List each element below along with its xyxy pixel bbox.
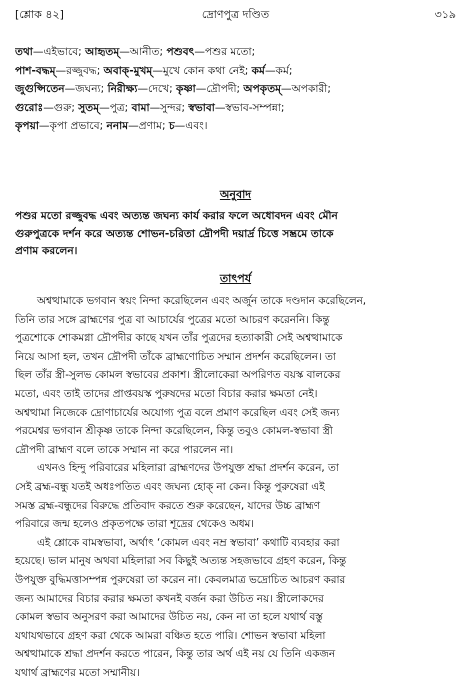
translation-heading: অনুবাদ <box>219 188 252 201</box>
purport-line <box>15 608 456 627</box>
synonym-meaning: —কর্ম; <box>264 64 293 77</box>
translation-text <box>15 208 456 261</box>
synonym-meaning: —স্বভাব-সম্পন্না; <box>214 101 285 114</box>
synonym-meaning: —পুত্র; <box>99 101 132 114</box>
translation-line: প্রণাম করলেন। <box>15 245 78 257</box>
synonym-word: স্বভাবা <box>188 101 215 114</box>
purport-line <box>15 590 456 609</box>
synonym-word: কৃষ্ণা <box>176 83 196 96</box>
purport-line-text: উপযুক্ত বুদ্ধিমত্তাসম্পন্ন পুরুষেরা তা করেন না। কেবলমাত্র ভদ্রোচিত আচরণ করার <box>15 573 346 586</box>
synonym-word: পশুবৎ <box>166 46 195 58</box>
synonym-line <box>15 43 456 62</box>
translation-line: পশুর মতো রজ্জুবদ্ধ এবং অত্যন্ত জঘন্য কার্য করার ফলে অধোবদন এবং মৌন <box>15 210 338 222</box>
purport-line-text: জন্য আমাদের বিচার করার ক্ষমতা কখনই বর্জন করা উচিত নয়। স্ত্রীলোকদের <box>15 592 324 605</box>
purport-line <box>15 497 456 516</box>
purport-line-text: নিয়ে আসা হল, তখন দ্রৌপদী তাঁকে ব্রাহ্মণোচিত সম্মান প্রদর্শন করেছিলেন। তা <box>15 350 336 363</box>
synonym-meaning: —পশুর মতো; <box>194 46 256 58</box>
purport-line <box>15 664 456 683</box>
chapter-title: দ্রোণপুত্র দণ্ডিত <box>201 8 270 21</box>
synonym-word: সুতম্ <box>78 101 100 114</box>
synonym-word: অপকৃতম্ <box>243 83 282 96</box>
synonym-meaning: —প্রণাম; <box>128 120 169 133</box>
purport-line-text: হয়েছে। ভাল মানুষ অথবা মহিলারা সব কিছুই অত্যন্ত সহজভাবে গ্রহণ করেন, কিন্তু <box>15 555 347 568</box>
synonym-word: পাশ-বদ্ধম্ <box>15 64 56 77</box>
purport-line-text: কোমল স্বভাব অনুসরণ করা আমাদের উচিত নয়, কেন না তা হলে যথার্থ বস্তু <box>15 611 323 624</box>
purport-line <box>15 459 456 478</box>
word-synonyms <box>15 43 456 136</box>
synonym-line <box>15 80 456 99</box>
page-header <box>15 7 456 23</box>
purport-line-text: অশ্বত্থামা নিজেকে দ্রোণাচার্যের অযোগ্য পুত্র বলে প্রমাণ করেছিল এবং সেই জন্য <box>15 406 340 419</box>
purport-line <box>15 404 456 423</box>
purport-line-text: যথার্থ ব্রাহ্মণের মতো সম্মানীয়। <box>15 666 140 679</box>
purport-line-text: অশ্বত্থামাকে শ্রদ্ধা প্রদর্শন করতে পারেন, কিন্তু তার অর্থ এই নয় যে তিনি একজন <box>15 648 336 661</box>
synonym-meaning: —এবং। <box>174 120 208 133</box>
synonym-line <box>15 117 456 136</box>
purport-line-text: মতো, এবং তাই তাদের প্রাপ্তবয়স্ক পুরুষদের মতো বিচার করার ক্ষমতা নেই। <box>15 387 318 400</box>
synonym-meaning: —গুরু; <box>43 101 79 114</box>
synonym-word: নিরীক্ষ্য <box>107 83 138 96</box>
synonym-meaning: —দেখে; <box>137 83 177 96</box>
page-number: ৩১৯ <box>434 8 456 21</box>
purport-line <box>15 627 456 646</box>
synonym-line <box>15 99 456 118</box>
synonym-meaning: —অপকারী; <box>281 83 331 96</box>
synonym-meaning: —কৃপা প্রভাবে; <box>38 120 107 133</box>
purport-line <box>15 366 456 385</box>
purport-line <box>15 329 456 348</box>
synonym-meaning: —মুখে কোন কথা নেই; <box>152 64 252 77</box>
purport-line <box>15 385 456 404</box>
synonym-word: ননাম <box>106 120 129 133</box>
purport-line-text: পরিবারে জন্ম হলেও প্রকৃতপক্ষে তারা শূদ্রের থেকেও অধম। <box>15 518 255 531</box>
purport-line-text: পরমেশ্বর ভগবান শ্রীকৃষ্ণ তাকে নিন্দা করেছিলেন, কিন্তু তবুও কোমল-স্বভাবা স্ত্রী <box>15 425 333 438</box>
purport-line <box>15 441 456 460</box>
synonym-meaning: —দ্রৌপদী; <box>195 83 244 96</box>
purport-line <box>15 348 456 367</box>
purport-line <box>15 292 456 311</box>
synonym-meaning: —এইভাবে; <box>32 46 86 58</box>
purport-line-text: অশ্বত্থামাকে ভগবান স্বয়ং নিন্দা করেছিলেন এবং অর্জুন তাকে দণ্ডদান করেছিলেন, <box>37 295 367 307</box>
synonym-word: কৃপয়া <box>15 120 39 133</box>
translation-line: গুরুপুত্রকে দর্শন করে অত্যন্ত শোভন-চরিতা দ্রৌপদী দয়ার্দ্র চিত্তে সম্ভ্রমে তাকে <box>15 227 334 240</box>
purport-line-text: যথাযথভাবে গ্রহণ করা থেকে আমরা বঞ্চিত হতে পারি। শোভন স্বভাবা মহিলা <box>15 629 326 642</box>
synonym-word: আহৃতম্ <box>85 46 120 58</box>
synonym-word: কর্ম <box>251 64 265 77</box>
purport-line-text: পুত্রশোকে শোকমগ্না দ্রৌপদীর কাছে যখন তাঁর পুত্রদের হত্যাকারী সেই অশ্বত্থামাকে <box>15 332 343 345</box>
synonym-meaning: —জঘন্য; <box>64 83 108 96</box>
purport-line <box>15 552 456 571</box>
purport-line <box>15 422 456 441</box>
synonym-word: গুরোঃ <box>15 101 44 114</box>
verse-reference: [শ্লোক ৪২] <box>15 8 64 21</box>
purport-text <box>15 292 456 682</box>
purport-line-text: এখনও হিন্দু পরিবারের মহিলারা ব্রাহ্মণদের উপযুক্ত শ্রদ্ধা প্রদর্শন করেন, তা <box>37 462 339 475</box>
purport-line-text: এই শ্লোকে বামস্বভাবা, অর্থাৎ ‘কোমল এবং নম্র স্বভাবা’ কথাটি ব্যবহার করা <box>37 536 340 549</box>
purport-line-text: দ্রৌপদী ব্রাহ্মণ বলে তাকে সম্মান না করে পারলেন না। <box>15 443 234 456</box>
synonym-word: চ <box>168 120 175 133</box>
purport-line-text: সমস্ত ব্রহ্ম-বন্ধুদের বিরুদ্ধে প্রতিবাদ করতে শুরু করেছেন, যাদের উচ্চ ব্রাহ্মণ <box>15 499 321 512</box>
purport-line <box>15 311 456 330</box>
purport-line <box>15 515 456 534</box>
synonym-word: তথা <box>15 46 33 58</box>
purport-line <box>15 478 456 497</box>
purport-line <box>15 571 456 590</box>
purport-line <box>15 534 456 553</box>
purport-line-text: তিনি তার সঙ্গে ব্রাহ্মণের পুত্র বা আচার্যের পুত্রের মতো আচরণ করেননি। কিন্তু <box>15 313 330 326</box>
synonym-meaning: —আনীত; <box>119 46 167 58</box>
synonym-meaning: —সুন্দর; <box>149 101 189 114</box>
synonym-word: জুগুপ্সিতেন <box>15 83 65 96</box>
synonym-meaning: —রজ্জুবদ্ধ; <box>55 64 104 77</box>
synonym-word: বামা <box>131 101 150 114</box>
purport-line-text: সেই ব্রহ্ম-বন্ধু যতই অধঃপতিত এবং জঘন্য হোক্ না কেন। কিন্তু পুরুষেরা এই <box>15 480 325 493</box>
purport-line <box>15 645 456 664</box>
synonym-line <box>15 62 456 81</box>
synonym-word: অবাক্-মুখম্ <box>103 64 153 77</box>
purport-heading: তাৎপর্য <box>219 272 252 285</box>
purport-line-text: ছিল তাঁর স্ত্রী-সুলভ কোমল স্বভাবের প্রকাশ। স্ত্রীলোকেরা অপরিণত বয়স্ক বালকের <box>15 369 341 382</box>
